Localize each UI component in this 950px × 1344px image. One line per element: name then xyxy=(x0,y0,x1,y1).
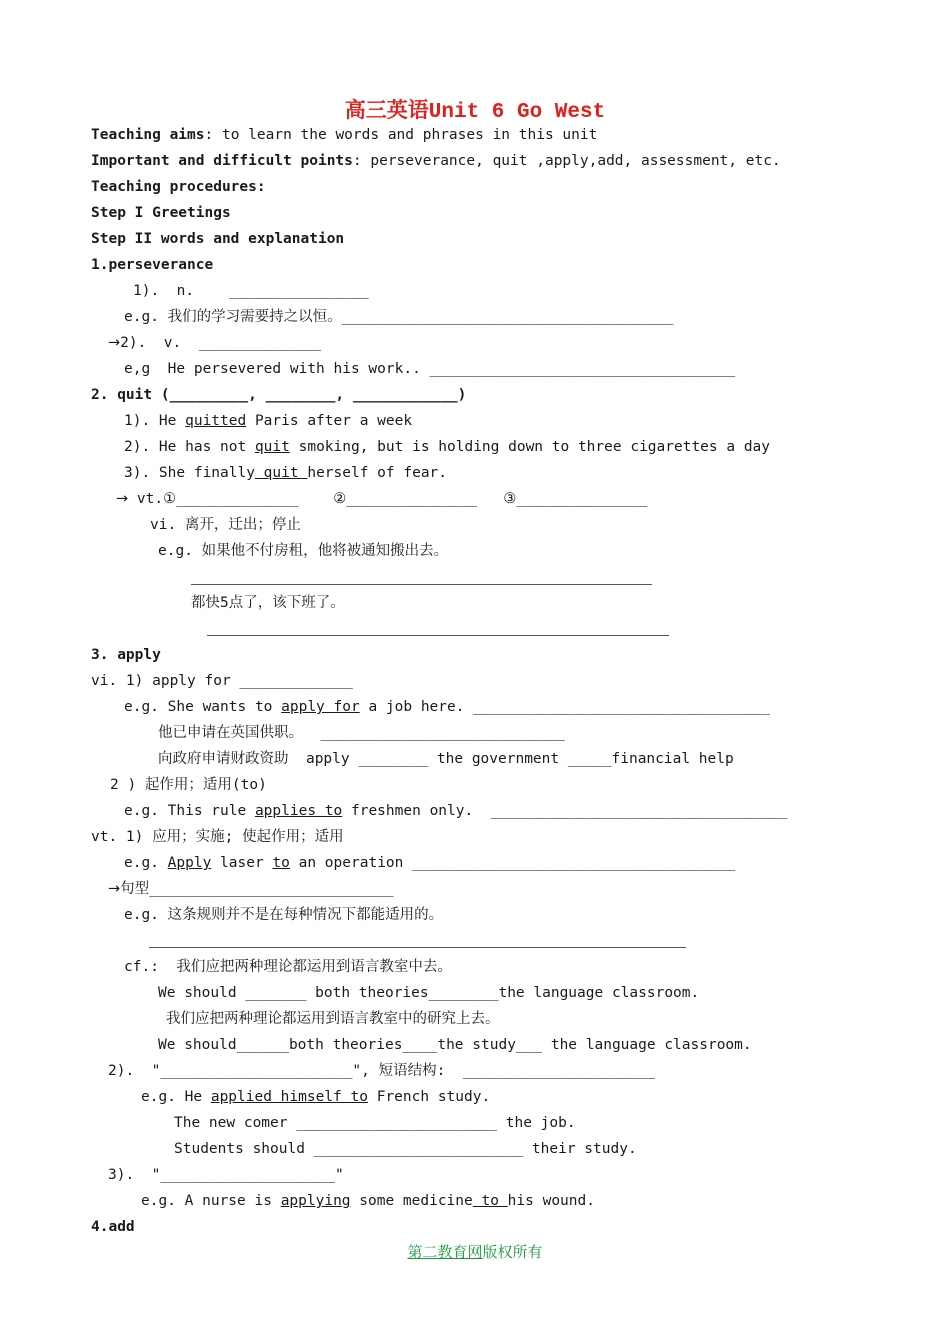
answer-rule xyxy=(207,635,669,636)
text-segment: an operation _____________________________________ xyxy=(289,855,736,871)
apply-vi-line: vi. 1) apply for _____________ xyxy=(91,673,353,689)
text-segment: e.g. A nurse is xyxy=(141,1193,281,1209)
apply-cf-chinese-2: 我们应把两种理论都运用到语言教室中的研究上去。 xyxy=(166,1011,500,1027)
quit-vt-line xyxy=(116,489,647,509)
underlined-word: Apply xyxy=(167,855,212,871)
apply-example-3: 向政府申请财政资助 apply ________ the government _____financial help xyxy=(158,751,734,767)
step-two-heading: Step II words and explanation xyxy=(91,231,345,247)
text-segment: smoking, but is holding down to three cigarettes a day xyxy=(289,439,771,455)
apply-example-5 xyxy=(124,853,735,873)
footer-link[interactable]: 第二教育网 xyxy=(407,1243,483,1261)
text-segment: e.g. He xyxy=(141,1089,211,1105)
arrow-icon: → xyxy=(108,881,121,897)
perseverance-example-2: e,g He persevered with his work.. ___________________________________ xyxy=(124,361,736,377)
underlined-word: quitted xyxy=(185,413,247,429)
step-one-heading: Step I Greetings xyxy=(91,205,231,221)
apply-example-1 xyxy=(124,697,770,717)
apply-example-4 xyxy=(124,801,787,821)
apply-example-8: The new comer _______________________ the job. xyxy=(174,1115,576,1131)
arrow-icon: → xyxy=(116,491,129,507)
footer-copyright: 版权所有 xyxy=(482,1243,543,1261)
apply-cf-example-2: We should______both theories____the study___ the language classroom. xyxy=(158,1037,752,1053)
text-segment: his wound. xyxy=(507,1193,595,1209)
perseverance-example-1: e.g. 我们的学习需要持之以恒。______________________________________ xyxy=(124,309,674,325)
apply-vt-line: vt. 1) 应用；实施; 使起作用；适用 xyxy=(91,829,344,845)
text-segment: freshmen only. __________________________________ xyxy=(342,803,788,819)
quit-example-3 xyxy=(124,463,447,483)
quit-vi-line: vi. 离开，迁出；停止 xyxy=(150,517,301,533)
apply-sense-phrase: 2). "______________________", 短语结构: ______________________ xyxy=(108,1063,655,1079)
apply-pattern-line xyxy=(108,879,394,899)
text-segment: a job here. __________________________________ xyxy=(359,699,771,715)
perseverance-verb-line xyxy=(108,333,321,353)
text-segment: e.g. This rule xyxy=(124,803,255,819)
text-segment: laser xyxy=(211,855,273,871)
underlined-word: to xyxy=(272,855,290,871)
underlined-word: quit xyxy=(254,439,290,455)
answer-rule xyxy=(191,584,652,585)
underlined-word: to xyxy=(472,1193,508,1209)
quit-example-1 xyxy=(124,411,412,431)
answer-rule xyxy=(149,947,686,948)
page-footer xyxy=(0,1241,950,1262)
perseverance-verb-text: 2). v. ______________ xyxy=(120,335,321,351)
text-segment: e.g. xyxy=(124,855,168,871)
text-segment: herself of fear. xyxy=(307,465,448,481)
quit-example-4: e.g. 如果他不付房租，他将被通知搬出去。 xyxy=(158,543,449,559)
apply-example-9: Students should ________________________ their study. xyxy=(174,1141,637,1157)
underlined-word: apply for xyxy=(281,699,360,715)
word-apply-heading: 3. apply xyxy=(91,647,161,663)
arrow-icon: → xyxy=(108,335,121,351)
document-title: 高三英语Unit 6 Go West xyxy=(344,101,606,124)
apply-sense-3: 3). "____________________" xyxy=(108,1167,344,1183)
quit-example-5: 都快5点了，该下班了。 xyxy=(191,595,345,611)
underlined-word: applying xyxy=(280,1193,351,1209)
quit-vt-text: vt.①______________ ②_______________ ③_______________ xyxy=(136,491,648,507)
word-perseverance-heading: 1.perseverance xyxy=(91,257,214,273)
text-segment: Paris after a week xyxy=(246,413,413,429)
key-points-text: : perseverance, quit ,apply,add, assessment, etc. xyxy=(352,153,781,169)
apply-example-7 xyxy=(141,1087,490,1107)
underlined-word: quit xyxy=(254,465,308,481)
perseverance-noun-line: 1). n. ________________ xyxy=(133,283,369,299)
quit-example-2 xyxy=(124,437,770,457)
teaching-aims-line xyxy=(91,125,597,145)
underlined-word: applied himself to xyxy=(210,1089,368,1105)
text-segment: 3). She finally xyxy=(124,465,255,481)
apply-cf-line: cf.: 我们应把两种理论都运用到语言教室中去。 xyxy=(124,959,452,975)
apply-example-2: 他已申请在英国供职。 ____________________________ xyxy=(158,725,565,741)
key-points-label: Important and difficult points xyxy=(91,153,353,169)
word-quit-heading: 2. quit (_________, ________, ____________) xyxy=(91,387,467,403)
underlined-word: applies to xyxy=(254,803,343,819)
apply-example-6: e.g. 这条规则并不是在每种情况下都能适用的。 xyxy=(124,907,444,923)
apply-pattern-text: 句型____________________________ xyxy=(120,881,394,897)
teaching-aims-label: Teaching aims xyxy=(91,127,205,143)
apply-sense-2: 2 ) 起作用；适用(to) xyxy=(110,777,267,793)
text-segment: e.g. She wants to xyxy=(124,699,282,715)
text-segment: some medicine xyxy=(350,1193,473,1209)
text-segment: 2). He has not xyxy=(124,439,255,455)
text-segment: 1). He xyxy=(124,413,186,429)
word-add-heading: 4.add xyxy=(91,1219,135,1235)
teaching-aims-text: : to learn the words and phrases in this unit xyxy=(204,127,598,143)
apply-example-10 xyxy=(141,1191,595,1211)
text-segment: French study. xyxy=(367,1089,491,1105)
key-points-line xyxy=(91,151,781,171)
apply-cf-example-1: We should _______ both theories________the language classroom. xyxy=(158,985,700,1001)
procedures-heading: Teaching procedures: xyxy=(91,179,266,195)
